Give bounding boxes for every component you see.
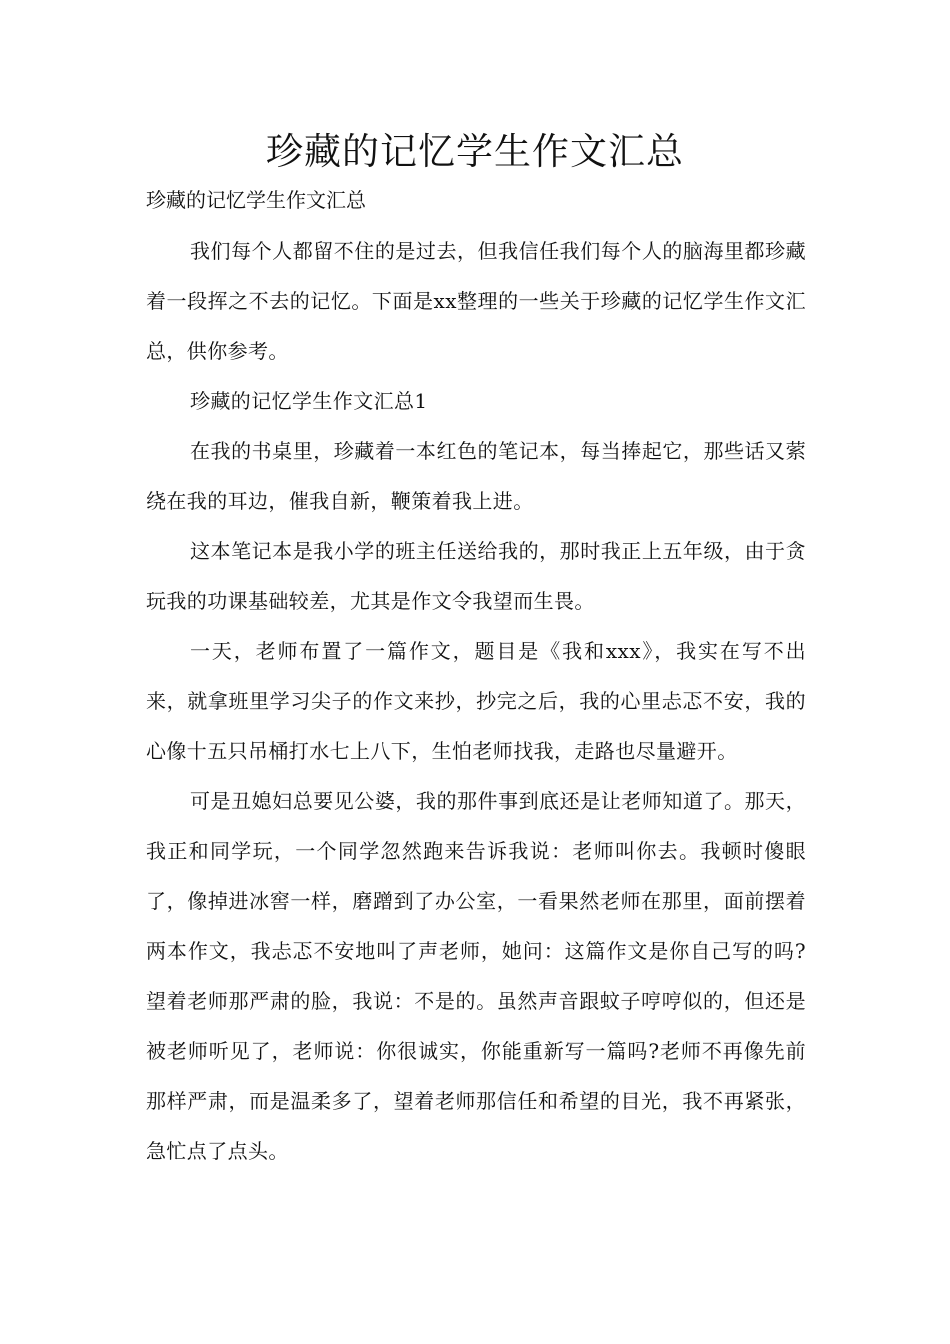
paragraph: 一天，老师布置了一篇作文，题目是《我和xxx》，我实在写不出来，就拿班里学习尖子的作文来抄，抄完之后，我的心里忐忑不安，我的心像十五只吊桶打水七上八下，生怕老师找我，走路也尽量避开。 [146, 639, 806, 763]
section-heading: 珍藏的记忆学生作文汇总1 [190, 389, 428, 413]
paragraph-intro: 我们每个人都留不住的是过去，但我信任我们每个人的脑海里都珍藏着一段挥之不去的记忆。下面是xx整理的一些关于珍藏的记忆学生作文汇总，供你参考。 [146, 239, 806, 363]
document-body [146, 226, 806, 1176]
paragraph: 可是丑媳妇总要见公婆，我的那件事到底还是让老师知道了。那天，我正和同学玩，一个同学忽然跑来告诉我说：老师叫你去。我顿时傻眼了，像掉进冰窖一样，磨蹭到了办公室，一看果然老师在那里，面前摆着两本作文，我忐忑不安地叫了声老师，她问：这篇作文是你自己写的吗?望着老师那严肃的脸，我说：不是的。虽然声音跟蚊子哼哼似的，但还是被老师听见了，老师说：你很诚实，你能重新写一篇吗?老师不再像先前那样严肃，而是温柔多了，望着老师那信任和希望的目光，我不再紧张，急忙点了点头。 [146, 789, 806, 1163]
document-subtitle: 珍藏的记忆学生作文汇总 [146, 188, 366, 212]
paragraph: 在我的书桌里，珍藏着一本红色的笔记本，每当捧起它，那些话又萦绕在我的耳边，催我自新，鞭策着我上进。 [146, 439, 806, 513]
document-title: 珍藏的记忆学生作文汇总 [266, 130, 684, 173]
paragraph: 这本笔记本是我小学的班主任送给我的，那时我正上五年级，由于贪玩我的功课基础较差，尤其是作文令我望而生畏。 [146, 539, 806, 613]
